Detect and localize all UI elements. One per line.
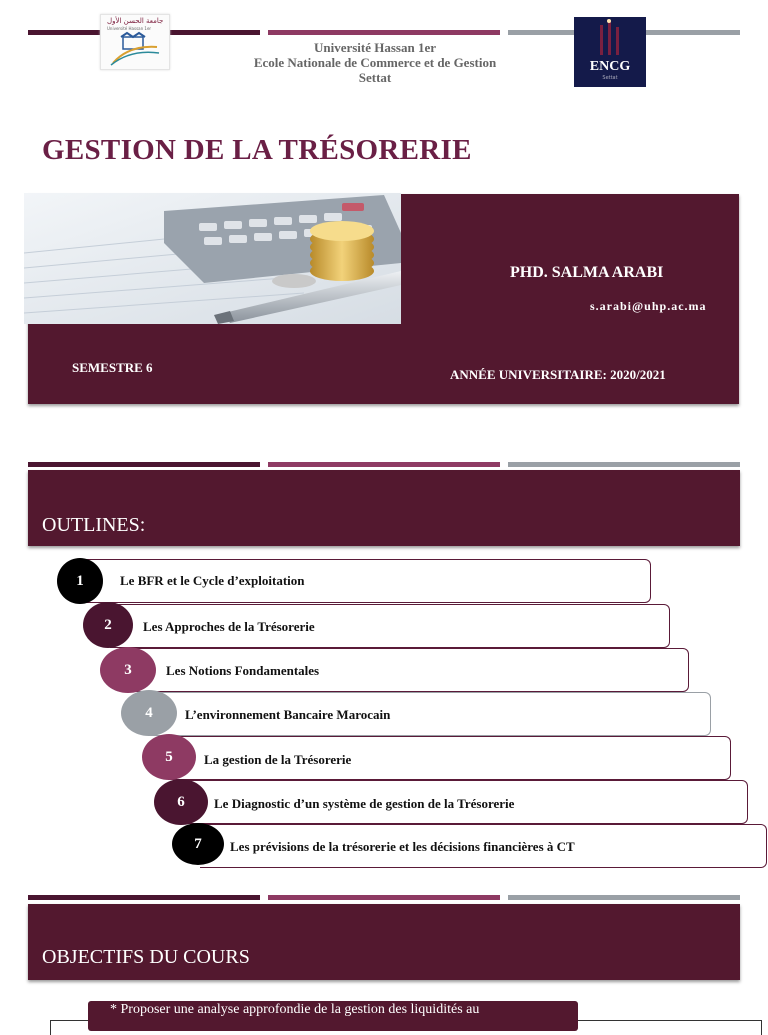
objectifs-heading: OBJECTIFS DU COURS bbox=[42, 946, 250, 968]
encg-logo-name: ENCG bbox=[589, 59, 631, 74]
university-logo-arabic: جامعة الحسن الأول bbox=[107, 17, 164, 25]
outline-item-label: Les prévisions de la trésorerie et les décisions financières à CT bbox=[230, 839, 575, 854]
outline-number-badge: 5 bbox=[142, 734, 196, 780]
encg-logo bbox=[574, 17, 646, 87]
outlines-banner bbox=[28, 470, 740, 546]
divider-bar bbox=[508, 895, 740, 900]
university-logo bbox=[100, 14, 170, 70]
divider-bar bbox=[508, 462, 740, 467]
outline-number-badge: 6 bbox=[154, 779, 208, 825]
divider-bar bbox=[268, 462, 500, 467]
outline-number-badge: 2 bbox=[83, 602, 133, 648]
semester-label: SEMESTRE 6 bbox=[72, 360, 153, 375]
outline-item-label: Le Diagnostic d’un système de gestion de la Trésorerie bbox=[214, 796, 515, 811]
outline-item-label: Le BFR et le Cycle d’exploitation bbox=[120, 573, 305, 588]
divider-bar bbox=[268, 895, 500, 900]
author-email[interactable]: s.arabi@uhp.ac.ma bbox=[590, 299, 707, 313]
objectifs-banner bbox=[28, 904, 740, 980]
academic-year: ANNÉE UNIVERSITAIRE: 2020/2021 bbox=[450, 367, 666, 382]
author-name: PHD. SALMA ARABI bbox=[510, 264, 664, 281]
outline-item-label: La gestion de la Trésorerie bbox=[204, 752, 352, 767]
outline-number-badge: 3 bbox=[100, 647, 156, 693]
university-name: Université Hassan 1er bbox=[313, 40, 437, 55]
calculator-coins-image bbox=[24, 193, 401, 324]
school-name: Ecole Nationale de Commerce et de Gestion bbox=[253, 55, 497, 70]
encg-logo-city: Settat bbox=[602, 75, 618, 81]
page-title: GESTION DE LA TRÉSORERIE bbox=[42, 134, 472, 166]
outline-number-badge: 1 bbox=[57, 558, 103, 604]
school-city: Settat bbox=[358, 70, 392, 85]
outline-item-label: L’environnement Bancaire Marocain bbox=[185, 707, 391, 722]
outlines-heading: OUTLINES: bbox=[42, 514, 146, 536]
university-header bbox=[230, 40, 520, 85]
outline-item-label: Les Notions Fondamentales bbox=[166, 663, 320, 678]
divider-bar bbox=[28, 462, 260, 467]
encg-emblem-icon bbox=[574, 17, 646, 61]
calculator-coins-photo bbox=[24, 193, 401, 324]
university-logo-subtitle: Université Hassan 1er bbox=[107, 26, 152, 31]
divider-bar bbox=[268, 30, 500, 35]
divider-bar bbox=[28, 895, 260, 900]
outline-item-label: Les Approches de la Trésorerie bbox=[143, 619, 315, 634]
outline-number-badge: 4 bbox=[121, 690, 177, 736]
objectif-item-text: * Proposer une analyse approfondie de la gestion des liquidités au bbox=[110, 1002, 480, 1017]
outline-number-badge: 7 bbox=[172, 823, 224, 865]
university-emblem-icon bbox=[101, 15, 169, 69]
